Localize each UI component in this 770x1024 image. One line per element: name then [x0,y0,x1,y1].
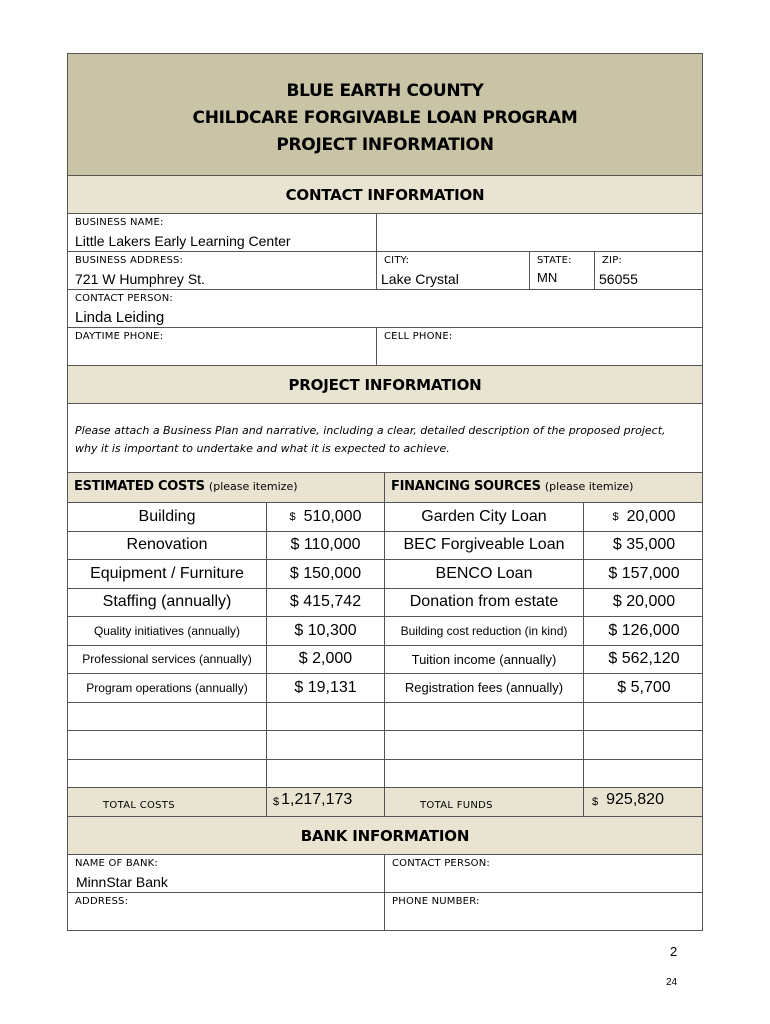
financing-sources-header [384,473,702,502]
cost-amount-value: $ 110,000 [290,536,361,554]
cost-item[interactable] [68,731,266,759]
cost-amount-value: 510,000 [303,507,362,525]
source-item[interactable] [384,646,583,674]
cost-amount-value: $ 415,742 [289,593,362,611]
source-amount-value: $ 5,700 [617,678,671,696]
project-heading: PROJECT INFORMATION [67,366,703,404]
source-item[interactable] [384,731,583,759]
state-value: MN [537,270,558,285]
source-amount[interactable] [583,532,704,560]
cost-item[interactable] [68,589,266,617]
source-amount[interactable] [583,674,704,702]
daytime-phone-field[interactable] [68,328,376,365]
bank-heading: BANK INFORMATION [67,817,703,855]
cell-phone-field[interactable] [376,328,702,365]
bank-contact-field[interactable] [384,855,702,892]
table-row [67,674,703,703]
table-row [67,589,703,618]
cost-amount[interactable] [266,532,384,560]
title-line-1: BLUE EARTH COUNTY [286,81,484,101]
state-label: STATE: [537,255,572,266]
estimated-costs-subtitle: (please itemize) [208,480,298,493]
contact-person-label: CONTACT PERSON: [75,293,173,304]
source-amount[interactable] [583,560,704,588]
cost-item[interactable] [68,617,266,645]
blank-cell [376,214,702,251]
cost-amount-value: $ 19,131 [294,678,357,696]
cost-amount[interactable] [266,731,384,759]
cost-amount[interactable] [266,674,384,702]
cost-amount-value: $ 2,000 [298,650,353,668]
cost-item-label: Staffing (annually) [102,593,232,611]
source-amount[interactable] [583,503,704,531]
source-item[interactable] [384,560,583,588]
table-row [67,617,703,646]
address-field[interactable] [68,252,376,289]
bank-name-label: NAME OF BANK: [75,858,158,869]
source-amount[interactable] [583,703,704,731]
source-amount-prefix: $ [612,510,619,523]
sheet-number: 24 [666,977,678,988]
total-funds-amount: 925,820 [606,791,664,808]
zip-value: 56055 [599,271,638,287]
table-row [67,731,703,760]
source-amount[interactable] [583,731,704,759]
cost-item-label: Building [138,507,196,525]
source-amount[interactable] [583,589,704,617]
title-line-2: CHILDCARE FORGIVABLE LOAN PROGRAM [192,108,578,128]
table-row [67,646,703,675]
totals-row [67,788,703,817]
total-funds-prefix: $ [592,796,599,808]
total-funds-value[interactable] [583,788,702,816]
total-costs-value[interactable] [266,788,384,816]
project-information-form [67,53,703,931]
contact-person-value: Linda Leiding [75,309,165,326]
cost-amount-value: $ 10,300 [294,621,357,639]
bank-address-field[interactable] [68,893,384,930]
city-value: Lake Crystal [381,271,459,287]
cost-item-label: Renovation [126,536,208,554]
table-row [67,532,703,561]
cost-amount[interactable] [266,503,384,531]
city-field[interactable] [376,252,529,289]
cost-item[interactable] [68,532,266,560]
estimated-costs-header [68,473,384,502]
cost-amount[interactable] [266,617,384,645]
contact-heading: CONTACT INFORMATION [67,176,703,214]
cost-item-label: Program operations (annually) [86,680,248,695]
cost-amount-prefix: $ [289,510,296,523]
source-amount[interactable] [583,760,704,788]
source-item[interactable] [384,589,583,617]
cost-item[interactable] [68,703,266,731]
source-amount-value: 20,000 [626,507,676,525]
address-row [67,252,703,290]
total-costs-prefix: $ [273,796,280,808]
table-row [67,703,703,732]
business-name-label: BUSINESS NAME: [75,217,164,228]
costs-sources-header [67,473,703,503]
total-costs-amount: 1,217,173 [281,791,353,808]
source-item-label: Garden City Loan [421,507,547,525]
source-amount-value: $ 20,000 [612,593,676,611]
cost-item-label: Professional services (annually) [82,652,252,667]
source-amount-value: $ 126,000 [608,621,680,639]
cost-item[interactable] [68,646,266,674]
source-item[interactable] [384,674,583,702]
source-item-label: Registration fees (annually) [404,680,564,696]
phone-row [67,328,703,366]
total-costs-label: TOTAL COSTS [103,800,175,811]
financing-sources-title: FINANCING SOURCES [391,479,541,494]
table-row [67,560,703,589]
daytime-phone-label: DAYTIME PHONE: [75,331,164,342]
table-row [67,760,703,789]
cost-item[interactable] [68,503,266,531]
cost-item[interactable] [68,760,266,788]
state-field[interactable] [529,252,594,289]
source-item-label: BENCO Loan [435,564,533,582]
financing-sources-subtitle: (please itemize) [544,480,634,493]
source-amount-value: $ 562,120 [608,650,680,668]
zip-label: ZIP: [602,255,622,266]
source-amount[interactable] [583,617,704,645]
cost-amount[interactable] [266,703,384,731]
cost-amount[interactable] [266,589,384,617]
source-item-label: BEC Forgiveable Loan [403,536,565,554]
bank-contact-label: CONTACT PERSON: [392,858,490,869]
bank-phone-label: PHONE NUMBER: [392,896,480,907]
contact-person-row[interactable] [67,290,703,328]
form-title [67,53,703,176]
city-label: CITY: [384,255,410,266]
cost-amount[interactable] [266,560,384,588]
total-funds-label-cell [384,788,583,816]
source-amount-value: $ 157,000 [608,564,680,582]
source-item[interactable] [384,760,583,788]
source-item-label: Building cost reduction (in kind) [400,623,568,638]
title-line-3: PROJECT INFORMATION [276,135,494,155]
cell-phone-label: CELL PHONE: [384,331,453,342]
bank-phone-field[interactable] [384,893,702,930]
source-amount[interactable] [583,646,704,674]
source-item[interactable] [384,532,583,560]
cost-amount[interactable] [266,646,384,674]
estimated-costs-title: ESTIMATED COSTS [74,479,205,494]
business-name-field[interactable] [68,214,376,251]
address-label: BUSINESS ADDRESS: [75,255,184,266]
business-name-row [67,214,703,252]
total-costs-label-cell [68,788,266,816]
project-note [67,404,703,473]
bank-address-label: ADDRESS: [75,896,129,907]
page-number: 2 [670,944,678,959]
cost-rows [67,503,703,788]
table-row [67,503,703,532]
cost-item[interactable] [68,560,266,588]
zip-field[interactable] [594,252,702,289]
source-item-label: Tuition income (annually) [411,651,557,667]
bank-name-field[interactable] [68,855,384,892]
bank-name-value: MinnStar Bank [76,874,168,890]
address-value: 721 W Humphrey St. [75,271,205,287]
source-amount-value: $ 35,000 [612,536,676,554]
project-note-line-1: Please attach a Business Plan and narrative, including a clear, detailed description of the proposed project, [75,424,666,437]
cost-amount[interactable] [266,760,384,788]
bank-name-row [67,855,703,893]
source-item[interactable] [384,703,583,731]
business-name-value: Little Lakers Early Learning Center [75,233,291,249]
cost-item-label: Quality initiatives (annually) [93,623,241,638]
cost-item[interactable] [68,674,266,702]
source-item[interactable] [384,503,583,531]
bank-address-row [67,893,703,931]
total-funds-label: TOTAL FUNDS [420,800,493,811]
source-item[interactable] [384,617,583,645]
source-item-label: Donation from estate [409,593,559,611]
project-note-line-2: why it is important to undertake and what it is expected to achieve. [75,442,450,455]
cost-amount-value: $ 150,000 [289,564,362,582]
cost-item-label: Equipment / Furniture [90,564,244,582]
